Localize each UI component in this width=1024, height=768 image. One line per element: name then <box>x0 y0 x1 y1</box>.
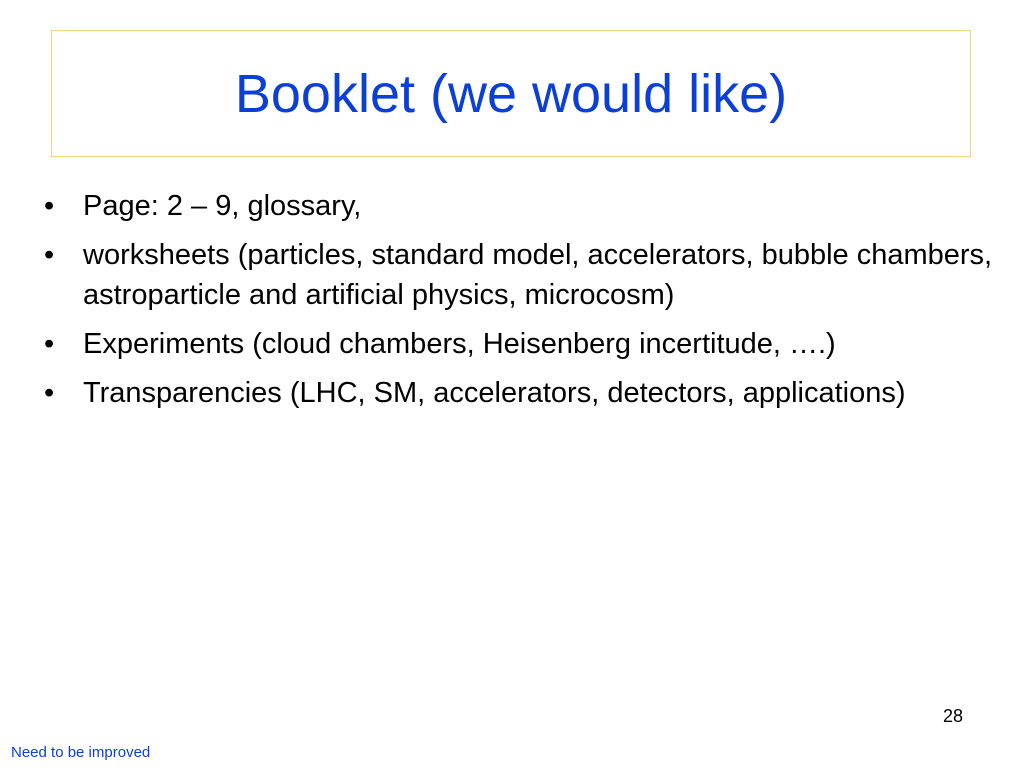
bullet-item-transparencies: • Transparencies (LHC, SM, accelerators, detectors, applications) <box>44 373 1004 413</box>
bullet-item-page-range: • Page: 2 – 9, glossary, <box>44 186 1004 226</box>
bullet-list <box>44 186 1004 422</box>
page-number: 28 <box>942 706 963 726</box>
slide-title: Booklet (we would like) <box>234 63 788 124</box>
title-box <box>51 30 971 157</box>
bullet-item-worksheets: • worksheets (particles, standard model, accelerators, bubble chambers, astroparticle and artificial physics, microcosm) <box>44 235 1004 315</box>
footer-note: Need to be improved <box>11 744 151 761</box>
bullet-item-experiments: • Experiments (cloud chambers, Heisenberg incertitude, ….) <box>44 324 1004 364</box>
